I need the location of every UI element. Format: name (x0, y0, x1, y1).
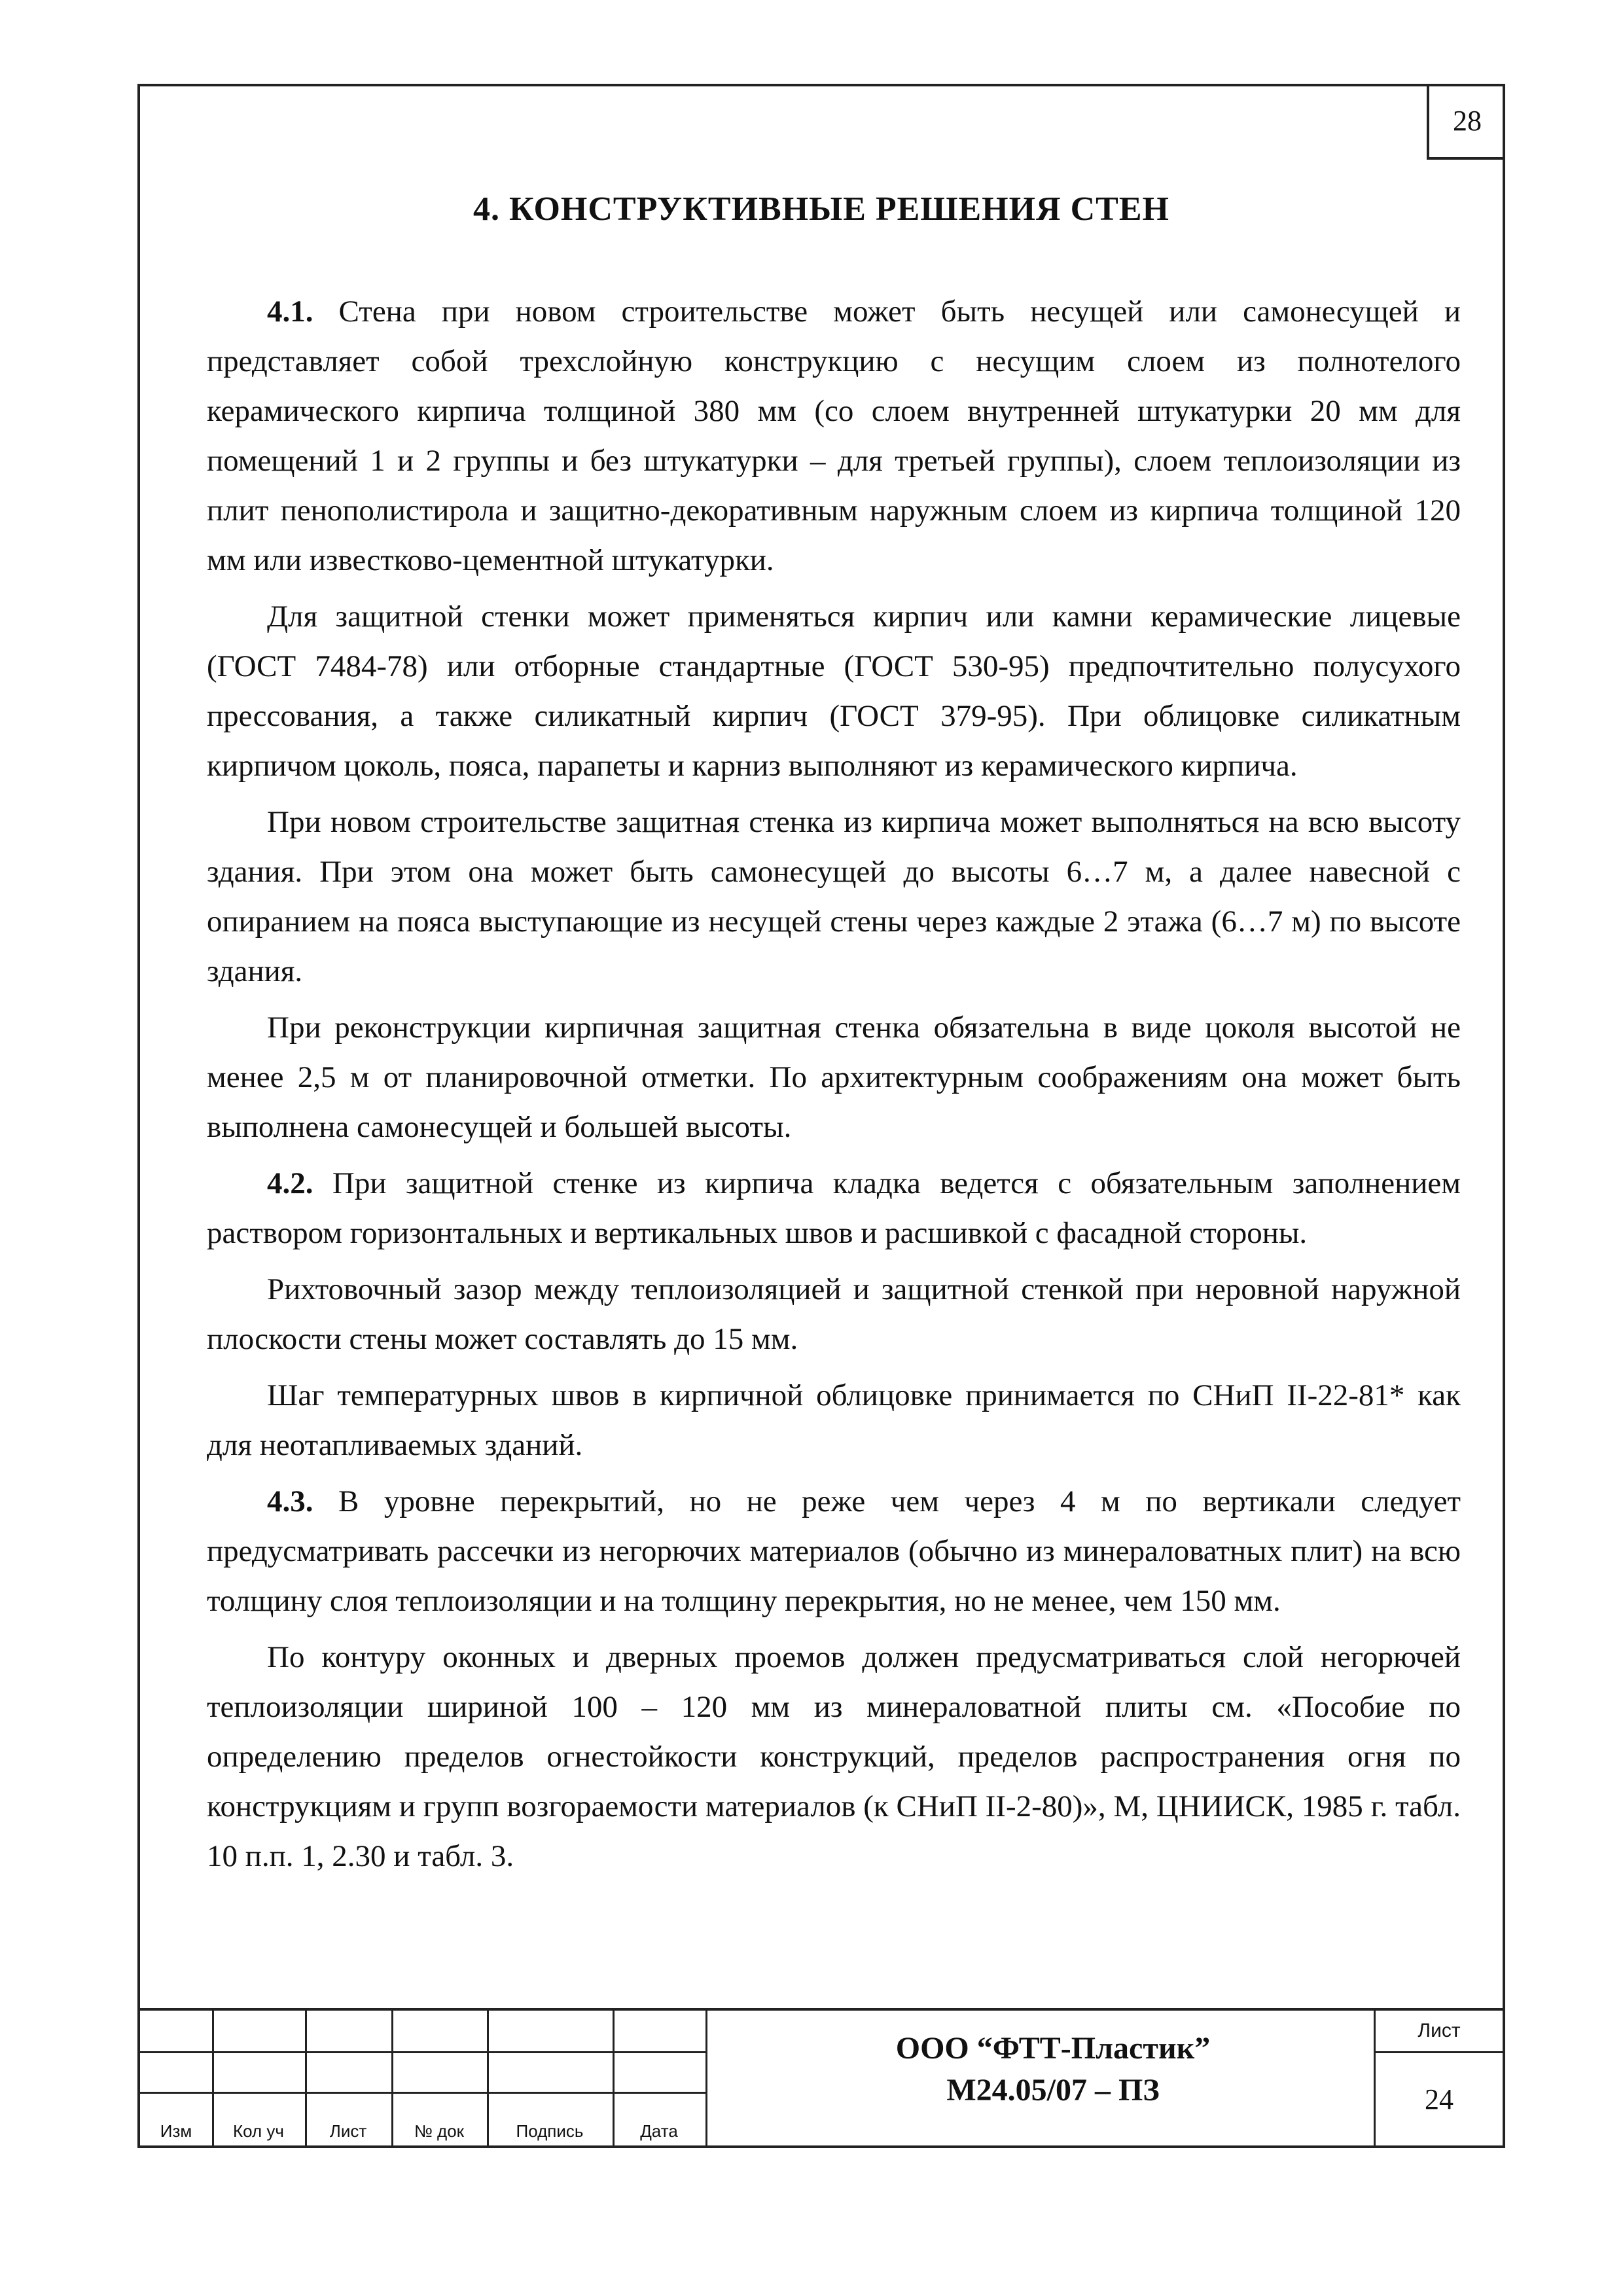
column-label: Кол уч (233, 2121, 284, 2141)
paragraph (207, 1003, 1461, 1152)
revision-grid (140, 2011, 705, 2145)
page-number: 28 (1427, 84, 1505, 160)
paragraph-text: Стена при новом строительстве может быть несущей или самонесущей и представляет собой трехслойную конструкцию с несущим слоем из полнотелого керамического кирпича толщиной 380 мм (со слоем внутренней штукатурки 20 мм для помещений 1 и 2 группы и без штукатурки – для третьей группы), слоем теплоизоляции из плит пенополистирола и защитно-декоративным наружным слоем из кирпича толщиной 120 мм или известково-цементной штукатурки. (207, 295, 1461, 577)
paragraph-text: В уровне перекрытий, но не реже чем через 4 м по вертикали следует предусматривать рассечки из негорючих материалов (обычно из минераловатных плит) на всю толщину слоя теплоизоляции и на толщину перекрытия, но не менее, чем 150 мм. (207, 1484, 1461, 1618)
paragraph (207, 1477, 1461, 1626)
paragraph-text: Для защитной стенки может применяться кирпич или камни керамические лицевые (ГОСТ 7484-78) или отборные стандартные (ГОСТ 530-95) предпочтительно полусухого прессования, а также силикатный кирпич (ГОСТ 379-95). При облицовке силикатным кирпичом цоколь, пояса, парапеты и карниз выполняют из керамического кирпича. (207, 600, 1461, 783)
title-block (137, 2008, 1505, 2148)
paragraph-text: Рихтовочный зазор между теплоизоляцией и защитной стенкой при неровной наружной плоскости стены может составлять до 15 мм. (207, 1272, 1461, 1356)
sheet-box (1374, 2011, 1503, 2145)
document-code: М24.05/07 – ПЗ (946, 2073, 1160, 2108)
column-label: Изм (160, 2121, 192, 2141)
paragraph (207, 1265, 1461, 1364)
clause-number: 4.2. (267, 1166, 313, 1200)
clause-number: 4.1. (267, 295, 313, 329)
paragraph (207, 287, 1461, 585)
paragraph (207, 1632, 1461, 1881)
paragraph-text: При защитной стенке из кирпича кладка ведется с обязательным заполнением раствором горизонтальных и вертикальных швов и расшивкой с фасадной стороны. (207, 1166, 1461, 1250)
paragraph (207, 592, 1461, 791)
paragraph-text: При реконструкции кирпичная защитная стенка обязательна в виде цоколя высотой не менее 2,5 м от планировочной отметки. По архитектурным соображениям она может быть выполнена самонесущей и большей высоты. (207, 1011, 1461, 1144)
paragraph (207, 1158, 1461, 1258)
paragraph (207, 1371, 1461, 1470)
clause-number: 4.3. (267, 1484, 313, 1518)
sheet-number: 24 (1425, 2083, 1454, 2115)
column-label: Лист (329, 2121, 367, 2141)
column-label: Подпись (516, 2121, 584, 2141)
organization-name: ООО “ФТТ-Пластик” (895, 2031, 1211, 2066)
organization-block (709, 2028, 1397, 2111)
body-text (207, 287, 1461, 1888)
paragraph-text: При новом строительстве защитная стенка из кирпича может выполняться на всю высоту здания. При этом она может быть самонесущей до высоты 6…7 м, а далее навесной с опиранием на пояса выступающие из несущей стены через каждые 2 этажа (6…7 м) по высоте здания. (207, 805, 1461, 988)
paragraph (207, 797, 1461, 996)
sheet-label: Лист (1376, 2011, 1503, 2053)
column-label: № док (414, 2121, 465, 2141)
column-label: Дата (640, 2121, 678, 2141)
section-title: 4. КОНСТРУКТИВНЫЕ РЕШЕНИЯ СТЕН (473, 190, 1169, 228)
paragraph-text: Шаг температурных швов в кирпичной облицовке принимается по СНиП II-22-81* как для неотапливаемых зданий. (207, 1378, 1461, 1462)
paragraph-text: По контуру оконных и дверных проемов должен предусматриваться слой негорючей теплоизоляции шириной 100 – 120 мм из минераловатной плиты см. «Пособие по определению пределов огнестойкости конструкций, пределов распространения огня по конструкциям и групп возгораемости материалов (к СНиП II-2-80)», М, ЦНИИСК, 1985 г. табл. 10 п.п. 1, 2.30 и табл. 3. (207, 1640, 1461, 1873)
